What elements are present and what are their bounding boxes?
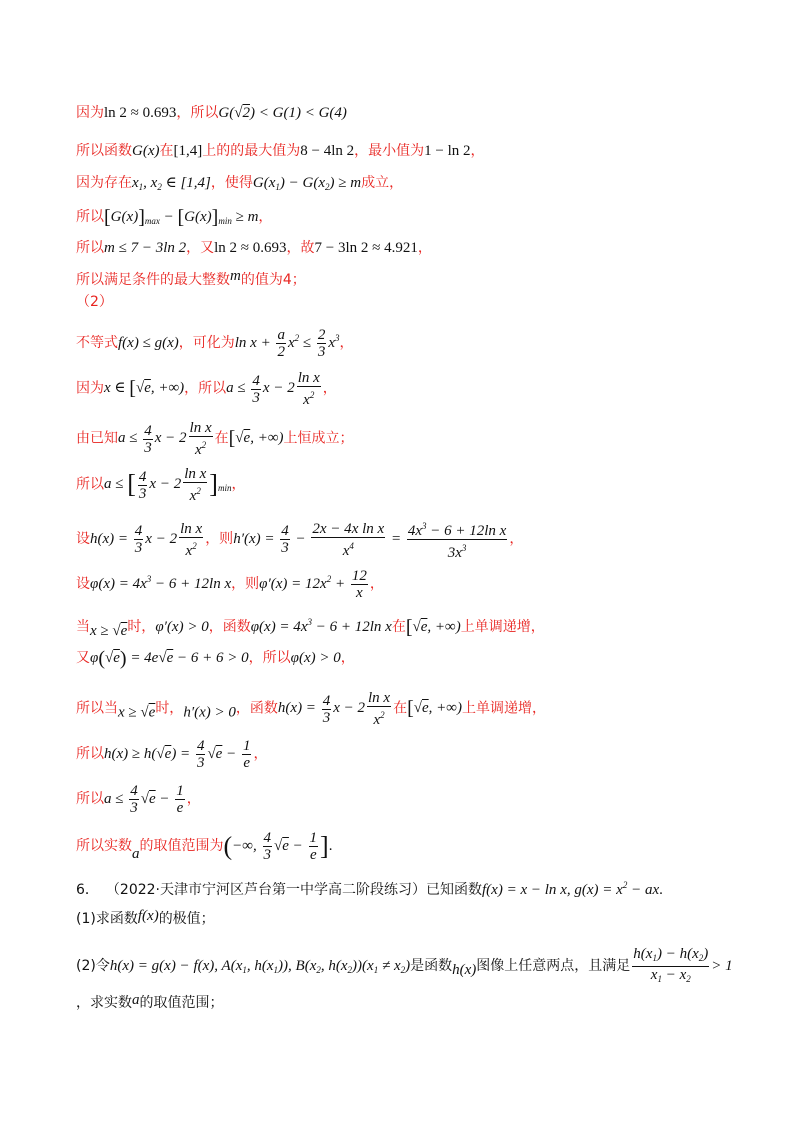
text: .: [328, 837, 333, 854]
problem-6-question-2: [76, 946, 733, 987]
text: ，最小值为: [354, 143, 425, 159]
text: 在: [214, 430, 229, 447]
math-f-le-g: f(x) ≤ g(x): [118, 334, 179, 351]
math-x-ge: x ≥ √e: [118, 704, 156, 721]
text: ，: [417, 240, 432, 256]
math-h-points: h(x) = g(x) − f(x), $A(x_1$, $h(x_1)$), $B(x_2$, $h(x_2))(x_1 \ne x_2)$: [109, 957, 411, 975]
math-a-min: a ≤ [ $\frac{4}{3}$ x − 2 $\frac{\text{ln x}}{x^2}$ ]$_{min}$: [104, 466, 232, 504]
answer-line-3: [76, 173, 403, 197]
math-a-bound: a ≤ $\frac{4}{3}$ x − 2 $\frac{\text{ln x}}{x^2}$: [226, 370, 320, 408]
problem-6-question-1: [76, 906, 215, 929]
text: 在: [393, 700, 408, 717]
answer-line-9: [76, 420, 354, 458]
math-h-def: h(x) = $\frac{4}{3}$ x − 2 $\frac{\text{ln x}}{x^2}$: [277, 690, 391, 728]
text: 上单调递增，: [460, 619, 545, 635]
text: 的极值；: [158, 911, 215, 927]
text: （2）: [76, 294, 113, 310]
text: ，则: [205, 530, 234, 547]
math-a: a: [132, 845, 140, 862]
answer-line-15: [76, 690, 546, 728]
math-m: m ≤ 7 − 3ln 2: [104, 240, 187, 256]
text: 当: [76, 619, 90, 635]
text: 因为: [76, 380, 104, 397]
text: (2)令: [76, 957, 110, 974]
text: ，: [470, 143, 485, 159]
text: ，: [186, 790, 201, 807]
answer-line-16: [76, 738, 267, 771]
math-h-def: h(x) = $\frac{4}{3}$ x − 2 $\frac{\text{ln x}}{x^2}$: [90, 520, 203, 559]
math-ln2: ln 2 ≈ 0.693: [104, 105, 177, 121]
math-value: 7 − 3ln 2 ≈ 4.921: [314, 240, 418, 256]
math-a-final: a ≤ $\frac{4}{3}$ √e − $\frac{1}{e}$: [104, 783, 184, 816]
text: .: [659, 882, 663, 898]
answer-line-4: [76, 207, 272, 231]
problem-number: 6．: [76, 882, 99, 898]
text: 时，: [155, 700, 184, 717]
text: ，使得: [210, 175, 253, 191]
text: 所以当: [76, 700, 118, 717]
text: 上的的最大值为: [202, 143, 301, 159]
text: 的值为4；: [240, 272, 306, 288]
math-range: (−∞, $\frac{4}{3}$ √e − $\frac{1}{e}$ ]: [223, 830, 329, 863]
answer-line-7: [76, 327, 354, 360]
part-2-label: [76, 292, 113, 312]
text: 图像上任意两点，且满足: [476, 957, 631, 974]
text: 又: [76, 650, 90, 666]
math-max: 8 − 4ln 2: [300, 143, 355, 159]
text: ，所以: [184, 380, 227, 397]
text: 所以: [76, 476, 104, 493]
text: 是函数: [410, 957, 453, 974]
math-interval: [1,4]: [173, 143, 203, 159]
math-x-ge: x ≥ √e: [90, 623, 128, 639]
math-fx: f(x): [137, 908, 159, 924]
math-hx: h(x): [452, 961, 477, 978]
text: 由已知: [76, 430, 118, 447]
text: ，: [322, 380, 337, 397]
text: ，求实数: [76, 995, 132, 1011]
answer-line-11: [76, 518, 523, 561]
text: 的取值范围为: [139, 837, 224, 854]
text: 时，: [127, 619, 156, 635]
text: ，: [509, 530, 524, 547]
math-phi-pos: φ′(x) > 0: [155, 619, 209, 635]
math-a: a: [132, 992, 140, 1008]
math-h-deriv: h′(x) = $\frac{4}{3}$ − $\frac{\text{2x − 4x ln x}}{x^4}$ = $\frac{4x^3 - 6 + 12\ln x}{3x^3}$: [233, 531, 509, 547]
text: 不等式: [76, 334, 118, 351]
text: ，则: [231, 575, 260, 592]
text: ，故: [286, 240, 315, 256]
text: 所以满足条件的最大整数: [76, 272, 230, 288]
math-Gx: G(x): [132, 143, 160, 159]
math-phi-pos: φ(x) > 0: [290, 650, 341, 666]
text: 所以: [76, 240, 104, 256]
math-interval: [√e, +∞): [407, 698, 462, 720]
math-inequality: G(√2) < G(1) < G(4): [218, 105, 347, 121]
math-interval: [√e, +∞): [405, 616, 461, 639]
text: ，: [339, 334, 354, 351]
answer-line-17: [76, 783, 201, 816]
answer-line-10: [76, 466, 245, 504]
text: 成立，: [361, 175, 404, 191]
text: 所以: [76, 790, 104, 807]
math-a-bound: a ≤ $\frac{4}{3}$ x − 2 $\frac{\text{ln x}}{x^2}$: [118, 420, 212, 458]
math-domain: x ∈ [√e, +∞): [104, 378, 185, 400]
math-phi-def: $\varphi(x) = 4x^3 - 6 + 12\ln$ x: [250, 617, 392, 635]
answer-line-18: [76, 830, 332, 864]
math-phi-deriv: $\varphi'(x) = 12x^2$ + $\frac{12}{x}$: [259, 568, 367, 601]
text: 因为存在: [76, 175, 132, 191]
math-maxmin: $[G(x)]_{max} - [G(x)]_{min} \ge m$: [104, 206, 259, 229]
answer-line-12: [76, 568, 384, 601]
text: ，: [253, 745, 268, 762]
text: ，又: [186, 240, 215, 256]
math-ineq: ln x + $\frac{a}{2}$ $x^2$ ≤ $\frac{2}{3}$ $x^3$: [234, 327, 340, 360]
text: (1)求函数: [76, 911, 138, 927]
math-h-min: h(x) ≥ h(√e) = $\frac{4}{3}$ √e − $\frac{1}{e}$: [104, 738, 251, 771]
problem-6-statement: [76, 875, 663, 900]
math-interval: [√e, +∞): [228, 428, 284, 450]
math-x1x2: $x_1$, $x_2$ ∈ [1,4]: [132, 175, 211, 192]
math-h-deriv-pos: h′(x) > 0: [183, 704, 236, 721]
text: 因为: [76, 105, 104, 121]
text: 所以: [76, 745, 104, 762]
answer-line-8: [76, 370, 337, 408]
math-min: 1 − ln 2: [424, 143, 471, 159]
text: ，: [369, 575, 384, 592]
math-ln2: ln 2 ≈ 0.693: [214, 240, 287, 256]
answer-line-6: [76, 266, 306, 290]
text: ，: [340, 650, 355, 666]
math-phi-def: $\varphi(x) = 4x^3 - 6 + 12\ln$ x: [90, 573, 232, 592]
answer-line-13: [76, 612, 545, 641]
text: ，: [231, 476, 246, 493]
answer-line-14: [76, 648, 355, 669]
math-m: m: [230, 268, 241, 284]
text: 上单调递增，: [461, 700, 546, 717]
math-diff: $G(x_1) - G(x_2) \ge m$: [252, 175, 362, 192]
text: ，所以: [248, 650, 291, 666]
text: 在: [391, 619, 406, 635]
math-phi-sqrt-e: φ(√e) = 4e√e − 6 + 6 > 0: [90, 647, 249, 670]
text: 设: [76, 530, 90, 547]
text: 设: [76, 575, 90, 592]
text: ，可化为: [178, 334, 235, 351]
answer-line-1: [76, 103, 347, 123]
answer-line-2: [76, 141, 485, 161]
text: ，: [258, 209, 273, 225]
answer-line-5: [76, 238, 432, 258]
text: 上恒成立；: [283, 430, 354, 447]
text: 在: [159, 143, 174, 159]
problem-source: （2022·天津市宁河区芦台第一中学高二阶段练习）已知函数: [112, 882, 482, 898]
text: 所以实数: [76, 837, 132, 854]
text: ，函数: [208, 619, 251, 635]
text: 的取值范围；: [139, 995, 224, 1011]
math-f-g-def: f(x) = x − ln x, $g(x) = x^2$ − ax: [482, 880, 660, 898]
text: ，函数: [235, 700, 278, 717]
problem-6-question-2-cont: [76, 990, 224, 1013]
math-slope: $\frac{h(x_1) - h(x_2)}{x_1 - x_2}$ > 1: [633, 946, 733, 984]
text: ，所以: [176, 105, 219, 121]
text: 所以函数: [76, 143, 132, 159]
text: 所以: [76, 209, 104, 225]
